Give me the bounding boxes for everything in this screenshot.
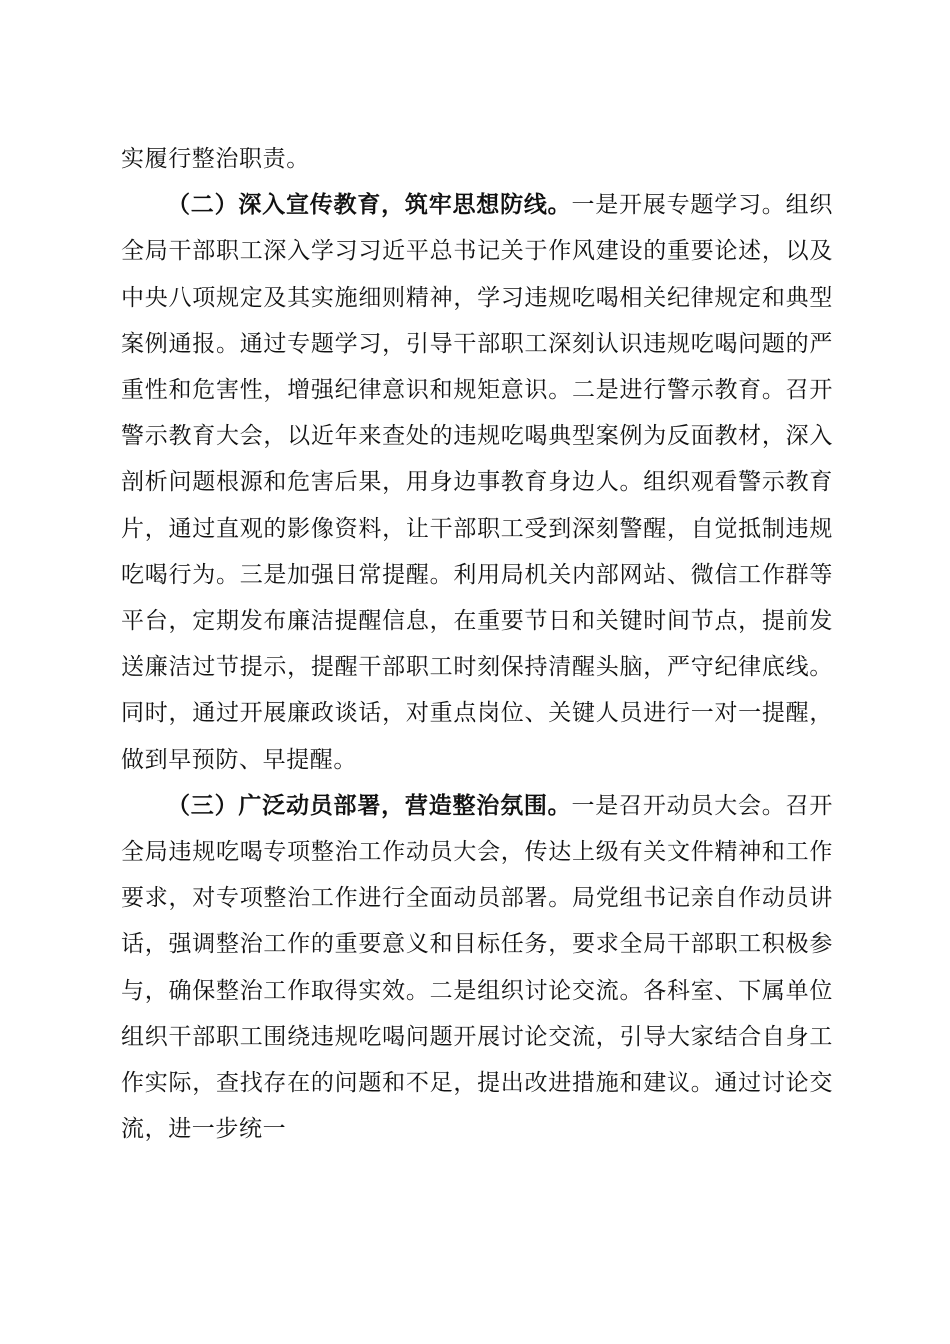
section-2-paragraph bbox=[121, 182, 833, 783]
section-2-heading: （二）深入宣传教育，筑牢思想防线。 bbox=[167, 192, 572, 219]
document-body bbox=[121, 136, 833, 1152]
section-2-body: 一是开展专题学习。组织全局干部职工深入学习习近平总书记关于作风建设的重要论述，以及中央八项规定及其实施细则精神，学习违规吃喝相关纪律规定和典型案例通报。通过专题学习，引导干部职工深刻认识违规吃喝问题的严重性和危害性，增强纪律意识和规矩意识。二是进行警示教育。召开警示教育大会，以近年来查处的违规吃喝典型案例为反面教材，深入剖析问题根源和危害后果，用身边事教育身边人。组织观看警示教育片，通过直观的影像资料，让干部职工受到深刻警醒，自觉抵制违规吃喝行为。三是加强日常提醒。利用局机关内部网站、微信工作群等平台，定期发布廉洁提醒信息，在重要节日和关键时间节点，提前发送廉洁过节提示，提醒干部职工时刻保持清醒头脑，严守纪律底线。同时，通过开展廉政谈话，对重点岗位、关键人员进行一对一提醒，做到早预防、早提醒。 bbox=[121, 192, 833, 773]
section-3-heading: （三）广泛动员部署，营造整治氛围。 bbox=[167, 792, 572, 819]
paragraph-continuation: 实履行整治职责。 bbox=[121, 146, 310, 172]
section-3-body: 一是召开动员大会。召开全局违规吃喝专项整治工作动员大会，传达上级有关文件精神和工作要求，对专项整治工作进行全面动员部署。局党组书记亲自作动员讲话，强调整治工作的重要意义和目标任务，要求全局干部职工积极参与，确保整治工作取得实效。二是组织讨论交流。各科室、下属单位组织干部职工围绕违规吃喝问题开展讨论交流，引导大家结合自身工作实际，查找存在的问题和不足，提出改进措施和建议。通过讨论交流，进一步统一 bbox=[121, 792, 833, 1143]
section-3-paragraph bbox=[121, 783, 833, 1153]
